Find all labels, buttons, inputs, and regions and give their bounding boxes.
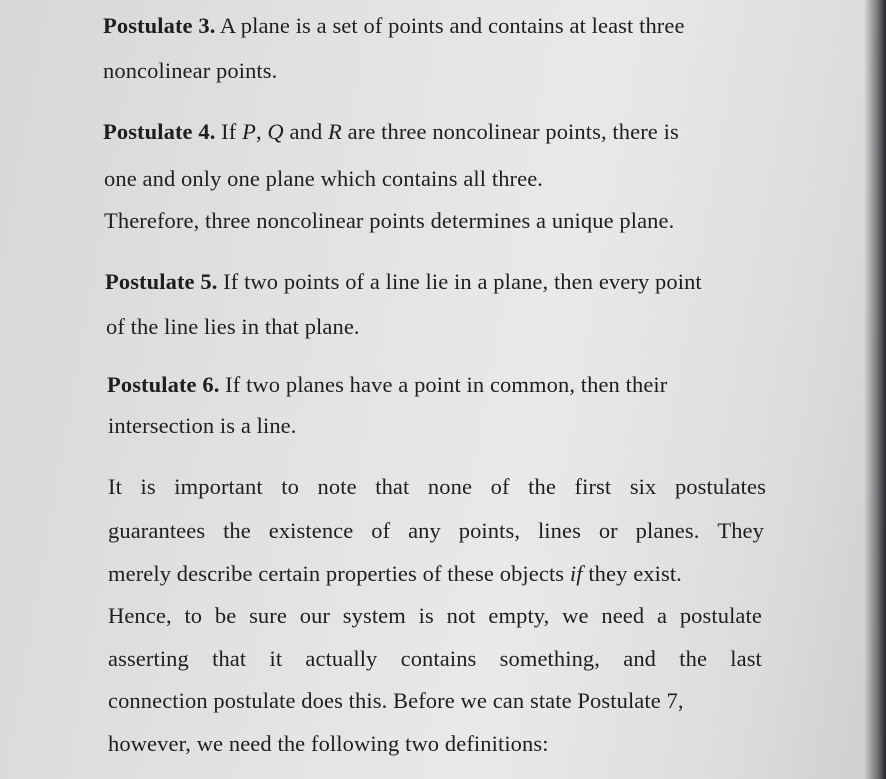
word: asserting	[108, 646, 189, 671]
word: our	[299, 603, 331, 628]
word: any	[408, 518, 441, 543]
postulate-4-line-3: Therefore, three noncolinear points determines a unique plane.	[104, 208, 675, 233]
point-comma: ,	[255, 119, 262, 144]
word: six	[629, 474, 657, 499]
paragraph-line-3-pre: merely describe certain properties of these objects	[108, 561, 565, 586]
word: points,	[458, 518, 521, 543]
word: is	[140, 474, 156, 499]
word: It	[108, 474, 122, 499]
word: something,	[499, 646, 601, 671]
paragraph-line-2	[108, 518, 764, 544]
postulate-5-label: Postulate 5.	[105, 269, 218, 294]
postulate-6-text: If two planes have a point in common, then their	[225, 372, 668, 397]
paragraph-line-3	[108, 561, 682, 587]
word: first	[574, 474, 612, 499]
word: we	[562, 603, 589, 628]
point-q: Q	[267, 119, 284, 144]
word: of	[490, 474, 510, 499]
paragraph-line-3-if: if	[569, 561, 583, 586]
postulate-4-and: and	[289, 119, 323, 144]
postulate-6-line-1	[107, 372, 667, 398]
word: none	[427, 474, 473, 499]
postulate-3-line-2: noncolinear points.	[103, 58, 278, 83]
page-edge-shadow	[864, 0, 886, 779]
postulate-3-line-1	[103, 13, 685, 39]
word: sure	[249, 603, 287, 628]
paragraph-line-1	[108, 474, 766, 500]
postulate-4-line-2: one and only one plane which contains all three.	[104, 166, 544, 191]
word: postulates	[674, 474, 766, 499]
word: the	[223, 518, 251, 543]
word: last	[730, 646, 762, 671]
word: guarantees	[108, 518, 206, 543]
postulate-4-rest: are three noncolinear points, there is	[347, 119, 679, 144]
word: the	[528, 474, 556, 499]
paragraph-line-5	[108, 646, 762, 672]
postulate-3-text: A plane is a set of points and contains at least three	[219, 13, 685, 38]
word: postulate	[679, 603, 762, 628]
word: is	[418, 603, 434, 628]
word: or	[598, 518, 618, 543]
point-r: R	[328, 119, 342, 144]
postulate-4-if: If	[221, 119, 237, 144]
postulate-6-line-2: intersection is a line.	[108, 413, 297, 438]
word: need	[601, 603, 645, 628]
word: to	[184, 603, 203, 628]
postulate-5-text: If two points of a line lie in a plane, then every point	[223, 269, 702, 294]
word: empty,	[488, 603, 550, 628]
word: the	[679, 646, 708, 671]
word: that	[375, 474, 410, 499]
paragraph-line-6: connection postulate does this. Before we can state Postulate 7,	[108, 688, 684, 713]
word: be	[214, 603, 237, 628]
postulate-5-line-1	[105, 269, 702, 295]
word: actually	[305, 646, 378, 671]
word: to	[281, 474, 299, 499]
word: existence	[268, 518, 354, 543]
word: of	[371, 518, 391, 543]
word: note	[317, 474, 357, 499]
paragraph-line-7: however, we need the following two definitions:	[108, 731, 549, 756]
word: lines	[537, 518, 581, 543]
word: They	[717, 518, 764, 543]
word: not	[446, 603, 476, 628]
postulate-3-label: Postulate 3.	[103, 13, 216, 38]
word: system	[342, 603, 406, 628]
word: important	[174, 474, 263, 499]
postulate-5-line-2: of the line lies in that plane.	[106, 314, 360, 339]
postulate-4-line-1	[103, 119, 679, 145]
word: Hence,	[108, 603, 172, 628]
paragraph-line-3-post: they exist.	[588, 561, 682, 586]
postulate-6-label: Postulate 6.	[107, 372, 220, 397]
point-p: P	[242, 119, 256, 144]
paragraph-line-4	[108, 603, 762, 629]
word: that	[212, 646, 247, 671]
word: and	[623, 646, 657, 671]
word: planes.	[635, 518, 700, 543]
word: contains	[400, 646, 477, 671]
postulate-4-label: Postulate 4.	[103, 119, 216, 144]
word: a	[656, 603, 668, 628]
word: it	[269, 646, 283, 671]
